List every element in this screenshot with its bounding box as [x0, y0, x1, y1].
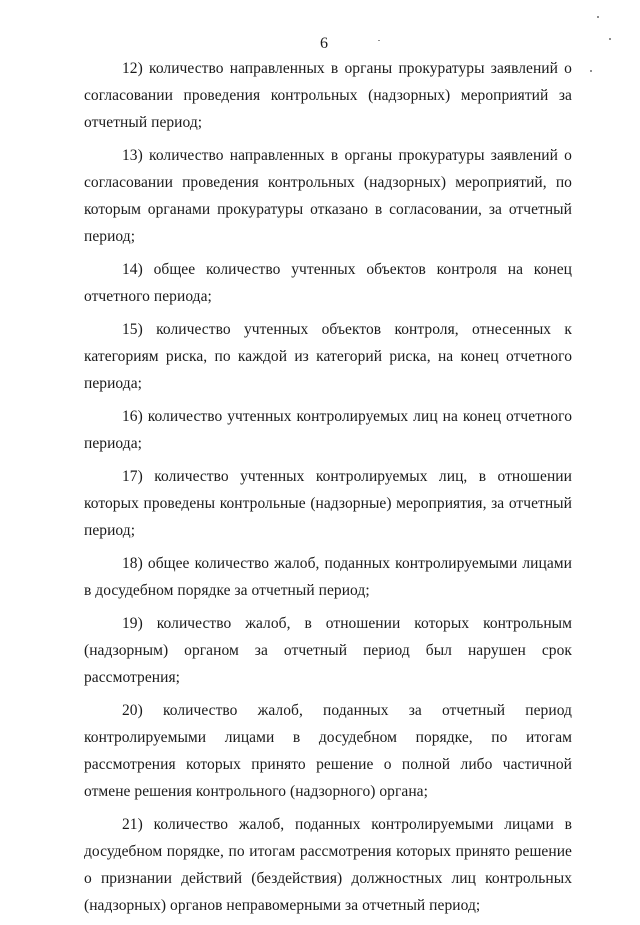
scan-speck: [609, 38, 611, 40]
list-item-16: 16) количество учтенных контролируемых лиц на конец отчетного периода;: [84, 408, 572, 452]
list-item-20: 20) количество жалоб, поданных за отчетный период контролируемыми лицами в досудебном порядке, по итогам рассмотрения которых принято решение о полной либо частичной отмене решения контрольного (надзорного) органа;: [84, 702, 572, 800]
list-item-17: 17) количество учтенных контролируемых лиц, в отношении которых проведены контрольные (надзорные) мероприятия, за отчетный период;: [84, 468, 572, 539]
scan-speck: [590, 70, 592, 72]
list-item-15: 15) количество учтенных объектов контроля, отнесенных к категориям риска, по каждой из категорий риска, на конец отчетного периода;: [84, 321, 572, 392]
list-item-12: 12) количество направленных в органы прокуратуры заявлений о согласовании проведения контрольных (надзорных) мероприятий за отчетный период;: [84, 60, 572, 131]
list-item-13: 13) количество направленных в органы прокуратуры заявлений о согласовании проведения контрольных (надзорных) мероприятий, по которым органами прокуратуры отказано в согласовании, за отчетный период;: [84, 147, 572, 245]
list-item-19: 19) количество жалоб, в отношении которых контрольным (надзорным) органом за отчетный период был нарушен срок рассмотрения;: [84, 615, 572, 686]
document-body: [84, 55, 572, 925]
scan-speck: [597, 16, 599, 18]
list-item-21: 21) количество жалоб, поданных контролируемыми лицами в досудебном порядке, по итогам рассмотрения которых принято решение о признании действий (бездействия) должностных лиц контрольных (надзорных) органов неправомерными за отчетный период;: [84, 816, 572, 914]
list-item-14: 14) общее количество учтенных объектов контроля на конец отчетного периода;: [84, 261, 572, 305]
page-number: 6: [320, 35, 328, 52]
list-item-18: 18) общее количество жалоб, поданных контролируемыми лицами в досудебном порядке за отчетный период;: [84, 555, 572, 599]
scan-speck: [378, 40, 380, 41]
